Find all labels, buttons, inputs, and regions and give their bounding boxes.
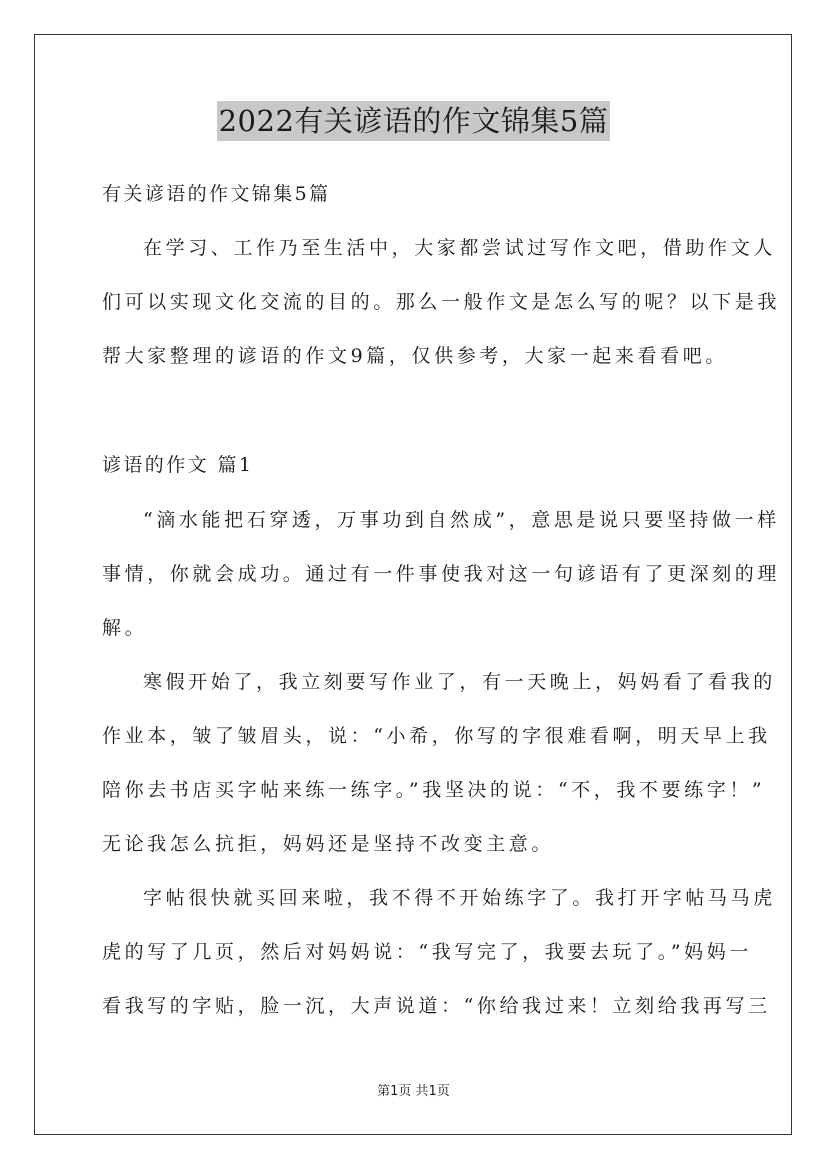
paragraph-line: 寒假开始了，我立刻要写作业了，有一天晚上，妈妈看了看我的 (143, 671, 776, 693)
paragraph-line: 陪你去书店买字帖来练一练字。”我坚决的说：“不，我不要练字！” (102, 779, 766, 801)
paragraph-line: 虎的写了几页，然后对妈妈说：“我写完了，我要去玩了。”妈妈一 (102, 941, 752, 963)
paragraph-line: 看我写的字贴，脸一沉，大声说道：“你给我过来！立刻给我再写三 (102, 995, 771, 1017)
intro-line: 帮大家整理的谚语的作文9篇，仅供参考，大家一起来看看吧。 (102, 345, 728, 367)
paragraph-line: “滴水能把石穿透，万事功到自然成”，意思是说只要坚持做一样 (143, 509, 780, 531)
intro-line: 在学习、工作乃至生活中，大家都尝试过写作文吧，借助作文人 (143, 237, 776, 259)
paragraph-line: 作业本，皱了皱眉头，说：“小希，你写的字很难看啊，明天早上我 (102, 725, 771, 747)
section-heading: 谚语的作文 篇1 (102, 454, 254, 476)
page-number-footer: 第1页 共1页 (377, 1084, 450, 1099)
paragraph-line: 事情，你就会成功。通过有一件事使我对这一句谚语有了更深刻的理 (102, 563, 781, 585)
paragraph-line: 无论我怎么抗拒，妈妈还是坚持不改变主意。 (102, 833, 555, 855)
paragraph-line: 解。 (102, 617, 148, 639)
document-title: 2022有关谚语的作文锦集5篇 (217, 101, 611, 141)
intro-line: 们可以实现文化交流的目的。那么一般作文是怎么写的呢？以下是我 (102, 291, 781, 313)
subtitle: 有关谚语的作文锦集5篇 (102, 183, 331, 205)
title-container (0, 101, 827, 141)
paragraph-line: 字帖很快就买回来啦，我不得不开始练字了。我打开字帖马马虎 (143, 887, 776, 909)
